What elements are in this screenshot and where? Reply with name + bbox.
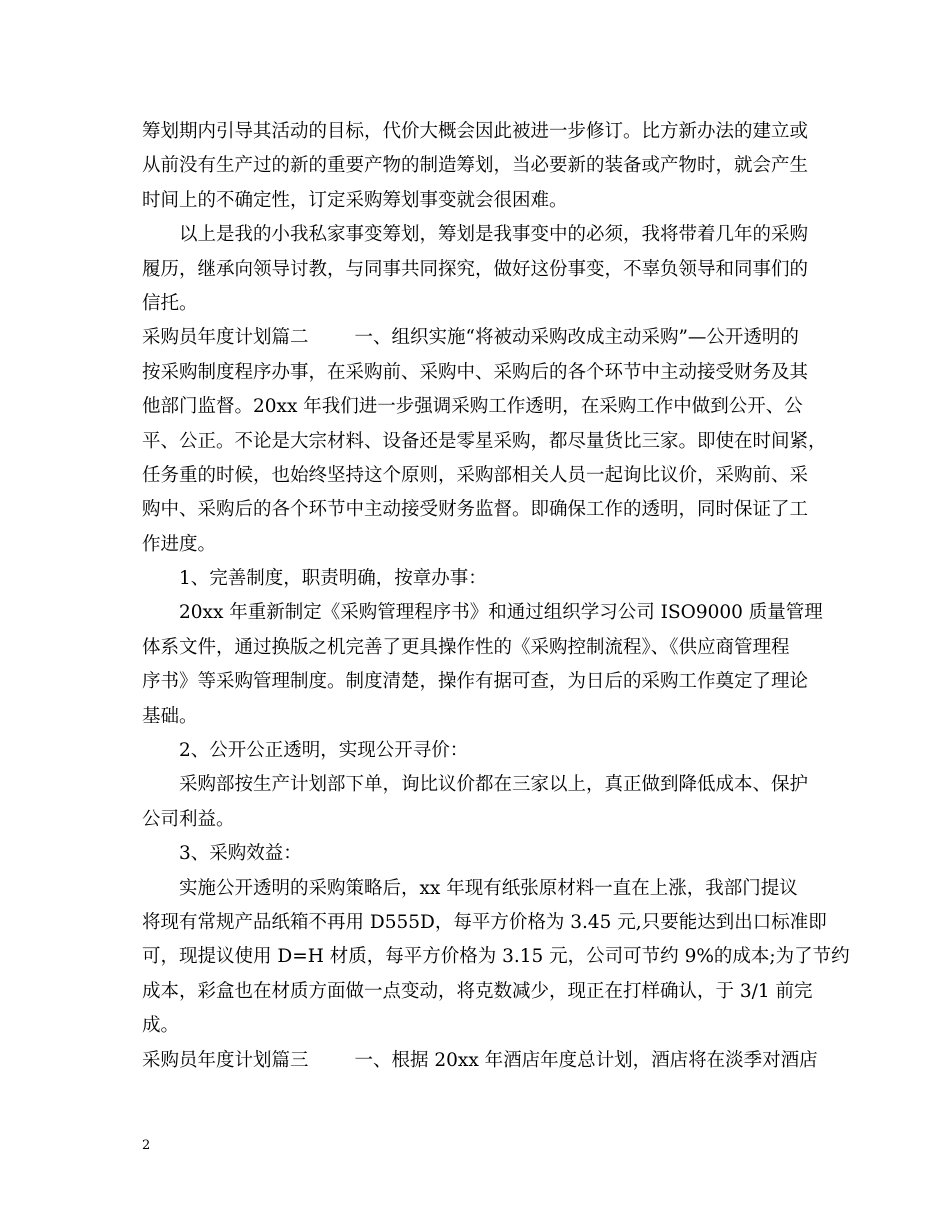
line-text: 履历，继承向领导讨教，与同事共同探究，做好这份事变，不辜负领导和同事们的 [142, 258, 809, 280]
paragraph-line [142, 287, 814, 321]
paragraph-line [142, 906, 827, 940]
line-text: 一、根据 20xx 年酒店年度总计划，酒店将在淡季对酒店 [354, 1049, 818, 1071]
line-text: 1、完善制度，职责明确，按章办事： [179, 568, 487, 590]
line-text: 购中、采购后的各个环节中主动接受财务监督。即确保工作的透明，同时保证了工 [142, 499, 809, 521]
line-text: 实施公开透明的采购策略后，xx 年现有纸张原材料一直在上涨，我部门提议 [179, 877, 798, 899]
line-text: 任务重的时候，也始终坚持这个原则，采购部相关人员一起询比议价，采购前、采 [142, 464, 809, 486]
paragraph-line [142, 218, 814, 252]
line-text: 平、公正。不论是大宗材料、设备还是零星采购，都尽量货比三家。即使在时间紧， [142, 430, 827, 452]
line-text: 将现有常规产品纸箱不再用 D555D，每平方价格为 3.45 元,只要能达到出口标准即 [142, 911, 827, 933]
line-text: 体系文件，通过换版之机完善了更具操作性的《采购控制流程》、《供应商管理程 [142, 636, 790, 658]
paragraph-line [142, 149, 814, 183]
paragraph-line [142, 768, 814, 802]
paragraph-line [142, 872, 814, 906]
line-text: 公司利益。 [142, 808, 235, 830]
paragraph-line [142, 837, 814, 871]
line-text: 2、公开公正透明，实现公开寻价： [179, 740, 469, 762]
line-text: 成本，彩盒也在材质方面做一点变动，将克数减少，现正在打样确认，于 3/1 前完 [142, 980, 813, 1002]
paragraph-line [142, 1009, 814, 1043]
document-body [142, 115, 850, 1078]
line-text: 他部门监督。20xx 年我们进一步强调采购工作透明，在采购工作中做到公开、公 [142, 396, 803, 418]
line-text: 一、组织实施“将被动采购改成主动采购”—公开透明的 [354, 327, 799, 349]
paragraph-line [142, 425, 827, 459]
line-text: 可，现提议使用 D=H 材质，每平方价格为 3.15 元，公司可节约 9%的成本;为了节约 [142, 946, 850, 968]
line-text: 时间上的不确定性，订定采购筹划事变就会很困难。 [142, 189, 568, 211]
line-text: 筹划期内引导其活动的目标，代价大概会因此被进一步修订。比方新办法的建立或 [142, 121, 809, 142]
line-text: 信托。 [142, 292, 198, 314]
paragraph-line [142, 734, 814, 768]
section-heading-line [142, 321, 814, 355]
paragraph-line [142, 940, 850, 974]
paragraph-line [142, 493, 814, 527]
line-text: 从前没有生产过的新的重要产物的制造筹划，当必要新的装备或产物时，就会产生 [142, 155, 809, 177]
section-heading: 采购员年度计划篇三 [142, 1049, 309, 1071]
line-text: 以上是我的小我私家事变筹划，筹划是我事变中的必须，我将带着几年的采购 [179, 224, 809, 246]
line-text: 基础。 [142, 705, 198, 727]
paragraph-line [142, 631, 814, 665]
paragraph-line [142, 253, 814, 287]
paragraph-line [142, 184, 814, 218]
paragraph-line [142, 596, 823, 630]
paragraph-line [142, 115, 814, 149]
page-number: 2 [142, 1138, 151, 1153]
section-heading-line [142, 1044, 818, 1078]
paragraph-line [142, 356, 814, 390]
line-text: 成。 [142, 1015, 180, 1037]
line-text: 序书》等采购管理制度。制度清楚，操作有据可查，为日后的采购工作奠定了理论 [142, 671, 809, 693]
paragraph-line [142, 975, 814, 1009]
paragraph-line [142, 459, 814, 493]
paragraph-line [142, 390, 814, 424]
paragraph-line [142, 665, 814, 699]
paragraph-line [142, 528, 814, 562]
line-text: 20xx 年重新制定《采购管理程序书》和通过组织学习公司 ISO9000 质量管理 [179, 602, 823, 624]
line-text: 3、采购效益： [179, 843, 302, 865]
paragraph-line [142, 562, 814, 596]
paragraph-line [142, 803, 814, 837]
paragraph-line [142, 700, 814, 734]
line-text: 按采购制度程序办事，在采购前、采购中、采购后的各个环节中主动接受财务及其 [142, 361, 809, 383]
line-text: 采购部按生产计划部下单，询比议价都在三家以上，真正做到降低成本、保护 [179, 774, 809, 796]
line-text: 作进度。 [142, 533, 217, 555]
section-heading: 采购员年度计划篇二 [142, 327, 309, 349]
